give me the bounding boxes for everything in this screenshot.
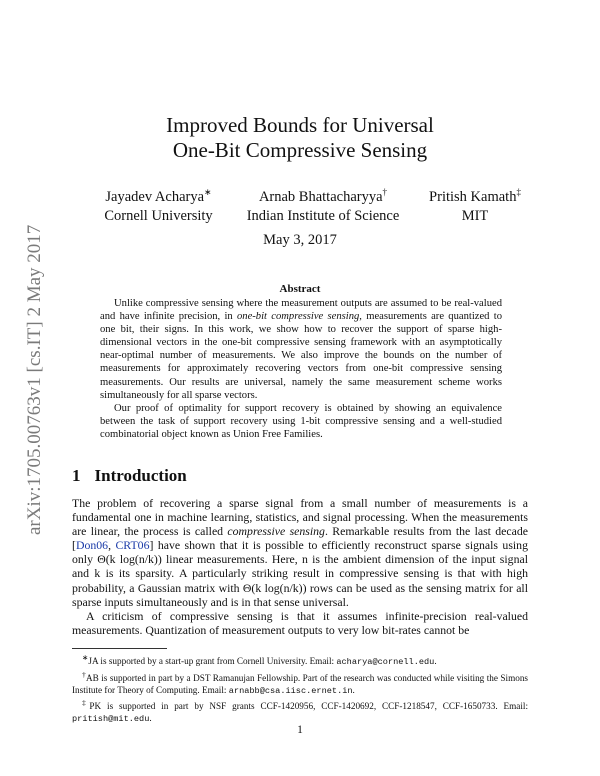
intro-text: . Remarkable results from the last decade [ [72,524,529,553]
author-2-name: Arnab Bhattacharyya [258,188,383,205]
footnote-mark: † [82,669,86,679]
intro-paragraph-1 [72,496,528,609]
author-1-affiliation: Cornell University [104,207,213,224]
footnote-end: . [434,656,437,667]
author-1 [86,183,231,226]
author-2-mark: † [382,187,388,197]
page-number: 1 [297,724,303,736]
intro-text: , [108,538,116,553]
abstract-heading: Abstract [279,283,321,295]
title-line-2: One-Bit Compressive Sensing [172,138,428,162]
author-3-mark: ‡ [516,187,521,197]
author-1-mark: ∗ [204,187,212,197]
author-3 [420,183,530,226]
citation-link-don06[interactable]: Don06 [75,538,109,553]
footnote-3 [72,697,528,725]
author-1-name: Jayadev Acharya [105,188,205,205]
citation-link-crt06[interactable]: CRT06 [115,538,150,553]
intro-text: ] have shown that it is possible to efficiently reconstruct sparse signals using only Θ(k log(n/k)) linear measurements. Here, n is the ambient dimension of the input signal and k is its sparsity. A particularly striking result in compressive sensing is that with high probability, a Gaussian matrix with Θ(k log(n/k)) rows can be used as the sensing matrix for all sparse inputs simultaneously and is in that sense universal. [72,538,528,609]
abstract-body [100,297,502,441]
footnote-email: pritish@mit.edu [72,714,150,724]
intro-emphasis: compressive sensing [227,524,325,539]
introduction-body [72,496,528,637]
abstract-emphasis: one-bit compressive sensing [236,311,360,323]
footnote-email: arnabb@csa.iisc.ernet.in [228,685,353,696]
author-3-name: Pritish Kamath [429,188,517,205]
footnote-end: . [149,713,152,723]
author-2-affiliation: Indian Institute of Science [246,207,400,224]
footnotes [72,652,528,726]
abstract-paragraph-1 [100,297,502,402]
title-line-1: Improved Bounds for Universal [166,113,434,137]
footnote-mark: ‡ [82,698,90,708]
footnote-end: . [352,684,355,695]
publication-date: May 3, 2017 [263,232,337,248]
footnote-mark: ∗ [82,653,89,662]
section-number: 1 [72,466,81,485]
arxiv-stamp-text: arXiv:1705.00763v1 [cs.IT] 2 May 2017 [24,224,45,535]
footnote-text: PK is supported in part by NSF grants CCF-1420956, CCF-1420692, CCF-1218547, CCF-1650733. Email: [89,701,529,712]
footnote-text: JA is supported by a start-up grant from Cornell University. Email: [88,656,337,667]
author-3-affiliation: MIT [461,207,489,224]
footnote-1 [72,652,528,669]
abstract-text: , measurements are quantized to one bit, their signs. In this work, we show how to recover the support of sparse high-dimensional vectors in the one-bit compressive sensing framework with an asymptotically near-optimal number of measurements. We also improve the bounds on the number of measurements for approximately recovering vectors from one-bit compressive sensing measurements. Our results are universal, namely the same measurement scheme works simultaneously for all sparse vectors. [100,311,502,401]
footnote-email: acharya@cornell.edu [336,657,435,668]
abstract-paragraph-2: Our proof of optimality for support recovery is obtained by showing an equivalence between the task of support recovery using 1-bit compressive sensing and a well-studied combinatorial object known as Union Free Families. [100,402,502,440]
intro-text: The problem of recovering a sparse signal from a small number of measurements is a fundamental one in machine learning, statistics, and signal processing. When the measurements are linear, the process is called [72,496,528,539]
paper-title [0,113,600,163]
author-2 [228,183,418,226]
section-title: Introduction [94,466,187,485]
section-heading [72,466,187,486]
footnote-text: AB is supported in part by a DST Ramanujan Fellowship. Part of the research was conducted while visiting the Simons Institute for Theory of Computing. Email: [72,672,528,695]
intro-paragraph-2: A criticism of compressive sensing is that it assumes infinite-precision real-valued measurements. Quantization of measurement outputs to very low bit-rates cannot be [72,608,528,637]
footnote-divider [72,648,167,649]
abstract-text: Unlike compressive sensing where the measurement outputs are assumed to be real-valued and have infinite precision, in [100,298,502,323]
footnote-2 [72,669,528,697]
